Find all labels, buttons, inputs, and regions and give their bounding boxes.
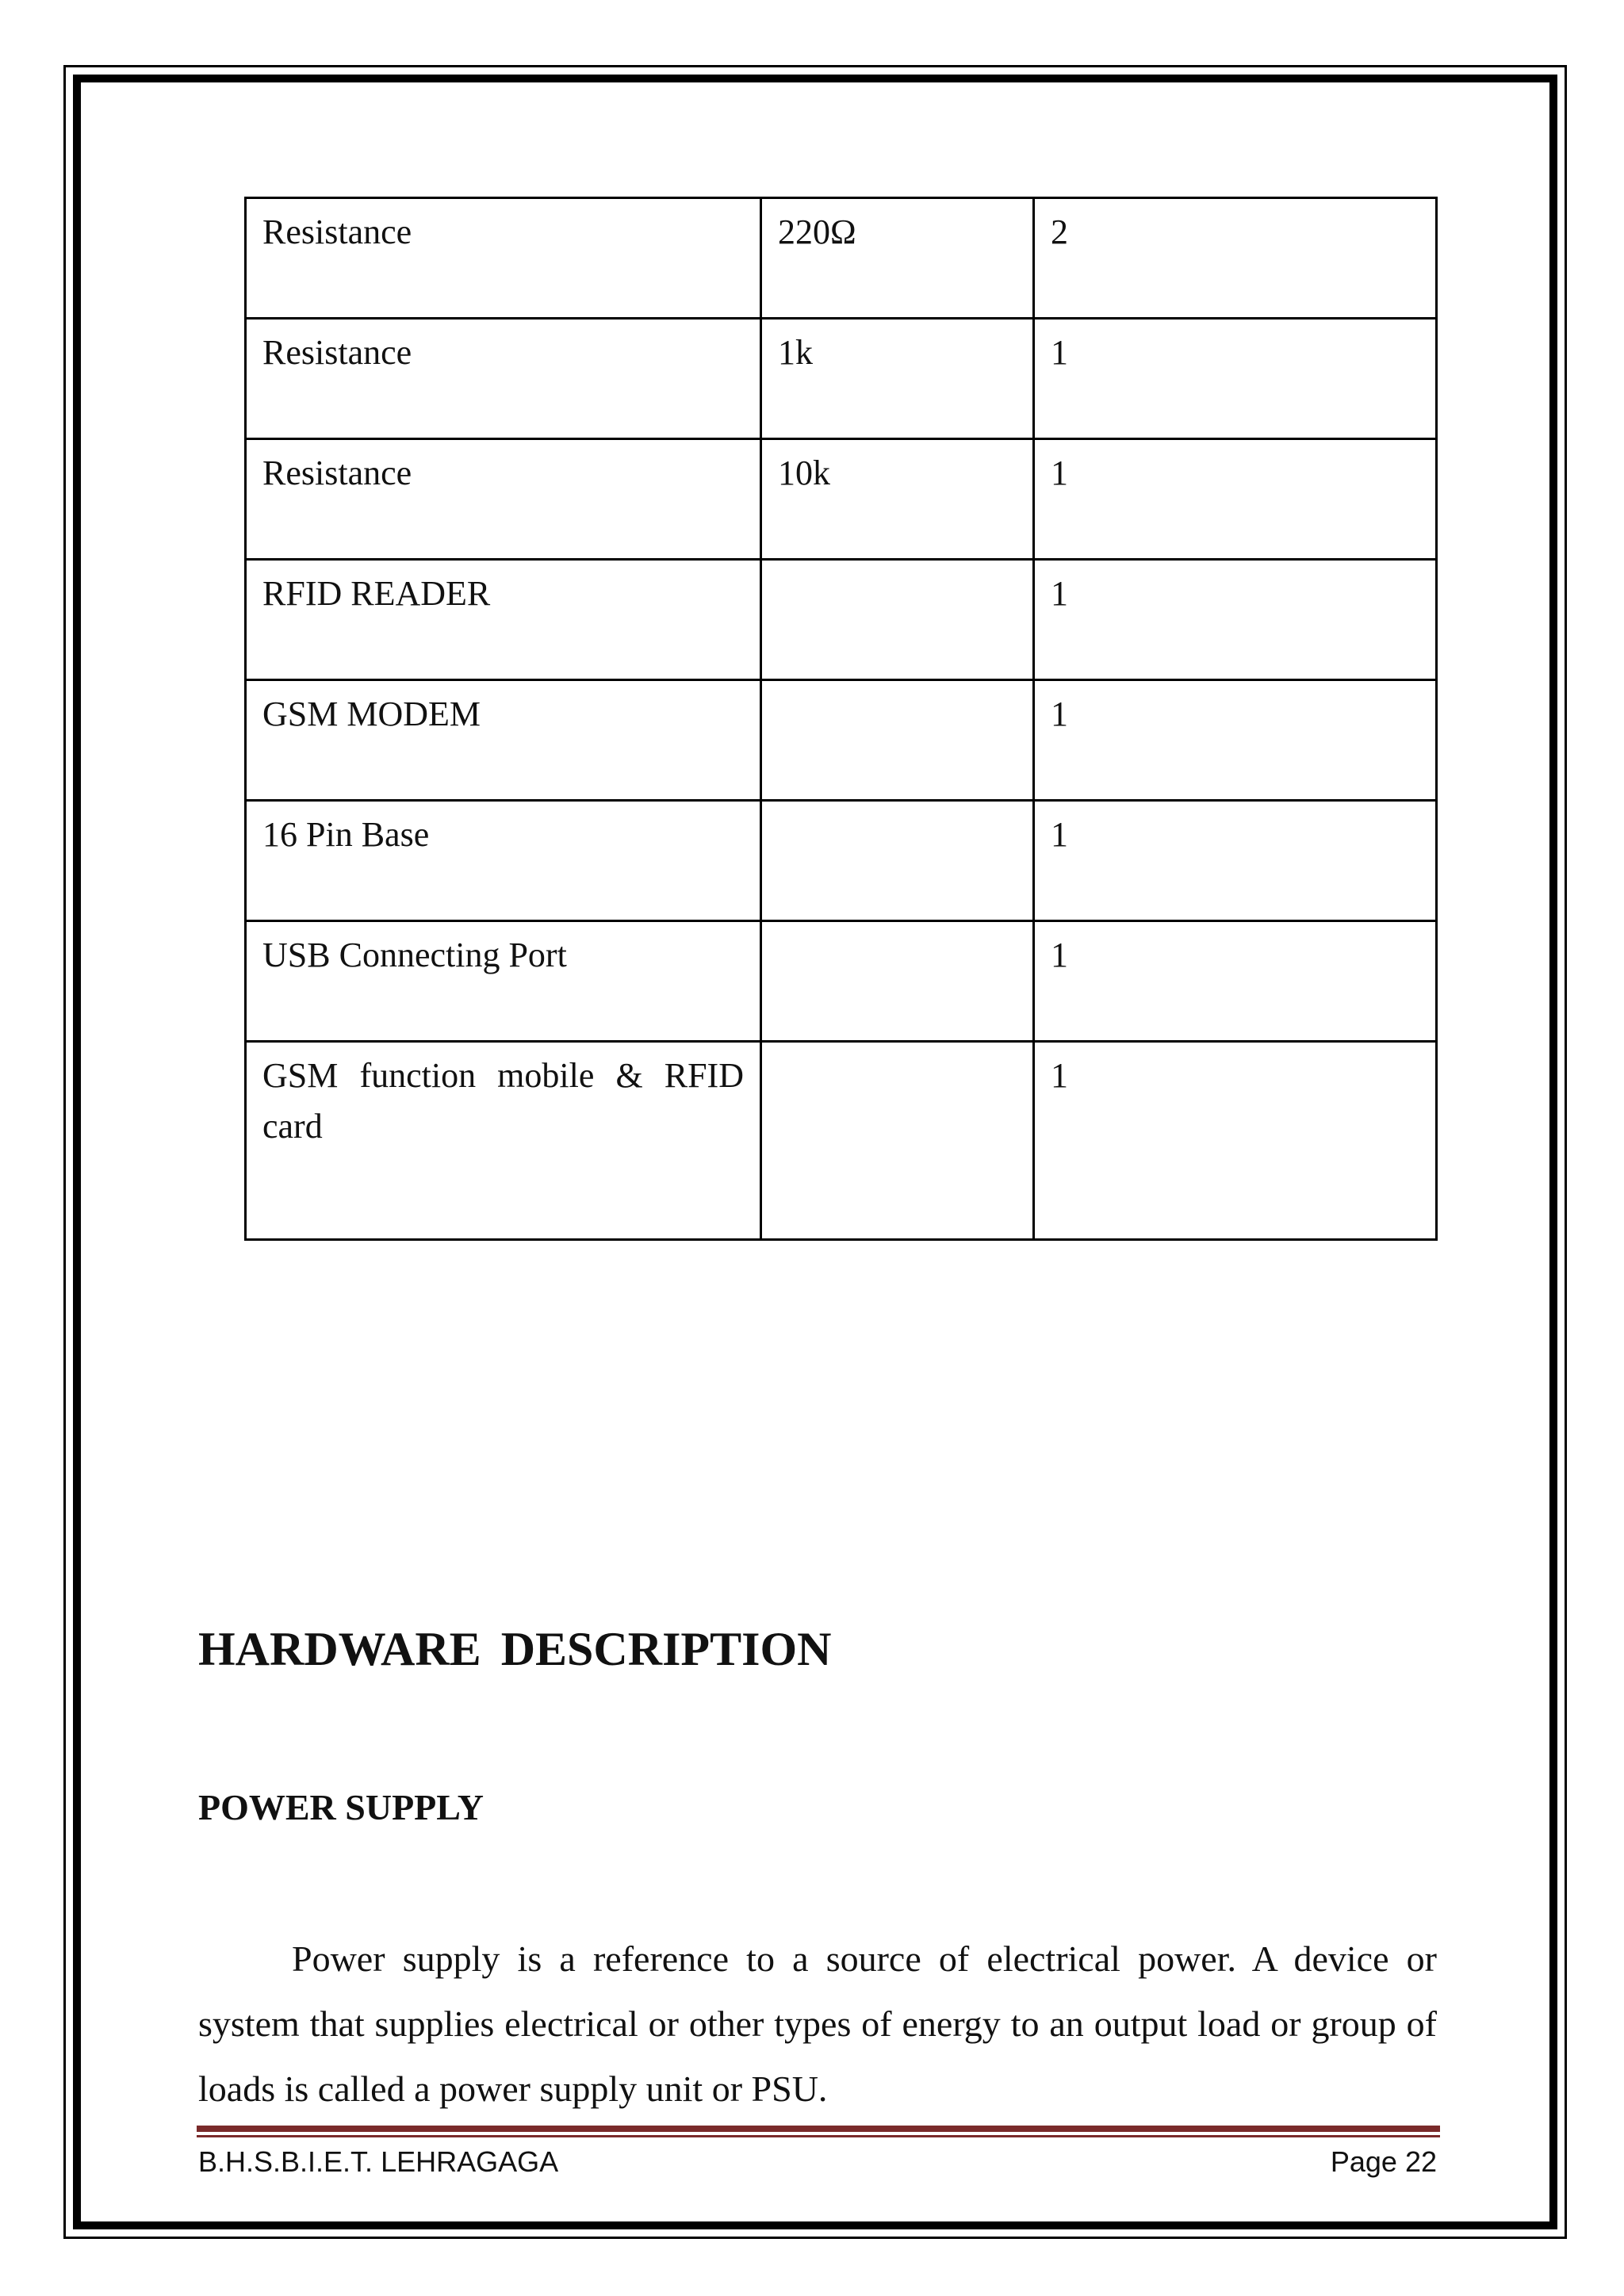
table-row	[246, 680, 1437, 801]
component-value-cell	[761, 1042, 1034, 1240]
table-row	[246, 1042, 1437, 1240]
footer-rule-thin	[197, 2135, 1440, 2137]
component-value-cell: 220Ω	[761, 198, 1034, 319]
component-quantity-cell: 1	[1034, 439, 1437, 560]
components-table	[244, 197, 1438, 1241]
footer-rule-thick	[197, 2126, 1440, 2132]
component-value-cell	[761, 921, 1034, 1042]
component-quantity-cell: 2	[1034, 198, 1437, 319]
component-value-cell	[761, 801, 1034, 921]
component-value-cell	[761, 560, 1034, 680]
component-name-cell: GSM function mobile & RFID card	[246, 1042, 761, 1240]
table-row	[246, 801, 1437, 921]
component-quantity-cell: 1	[1034, 680, 1437, 801]
table-row	[246, 560, 1437, 680]
body-paragraph: Power supply is a reference to a source of electrical power. A device or system that supplies electrical or other types of energy to an output load or group of loads is called a power supply unit or PSU.	[198, 1938, 1437, 2109]
section-title: HARDWARE DESCRIPTION	[198, 1623, 832, 1675]
component-name-cell: 16 Pin Base	[246, 801, 761, 921]
component-quantity-cell: 1	[1034, 319, 1437, 439]
component-value-cell: 10k	[761, 439, 1034, 560]
component-quantity-cell: 1	[1034, 801, 1437, 921]
table-row	[246, 198, 1437, 319]
table-row	[246, 921, 1437, 1042]
component-name-cell: Resistance	[246, 439, 761, 560]
component-quantity-cell: 1	[1034, 560, 1437, 680]
component-name-cell: Resistance	[246, 198, 761, 319]
component-name-cell: GSM MODEM	[246, 680, 761, 801]
table-row	[246, 319, 1437, 439]
component-name-cell: USB Connecting Port	[246, 921, 761, 1042]
page-number: Page 22	[1330, 2145, 1437, 2178]
section-subtitle: POWER SUPPLY	[198, 1787, 484, 1827]
table-row	[246, 439, 1437, 560]
component-value-cell	[761, 680, 1034, 801]
component-name-cell: Resistance	[246, 319, 761, 439]
component-value-cell: 1k	[761, 319, 1034, 439]
component-quantity-cell: 1	[1034, 921, 1437, 1042]
component-name-cell: RFID READER	[246, 560, 761, 680]
footer-institution: B.H.S.B.I.E.T. LEHRAGAGA	[198, 2145, 559, 2178]
component-quantity-cell: 1	[1034, 1042, 1437, 1240]
